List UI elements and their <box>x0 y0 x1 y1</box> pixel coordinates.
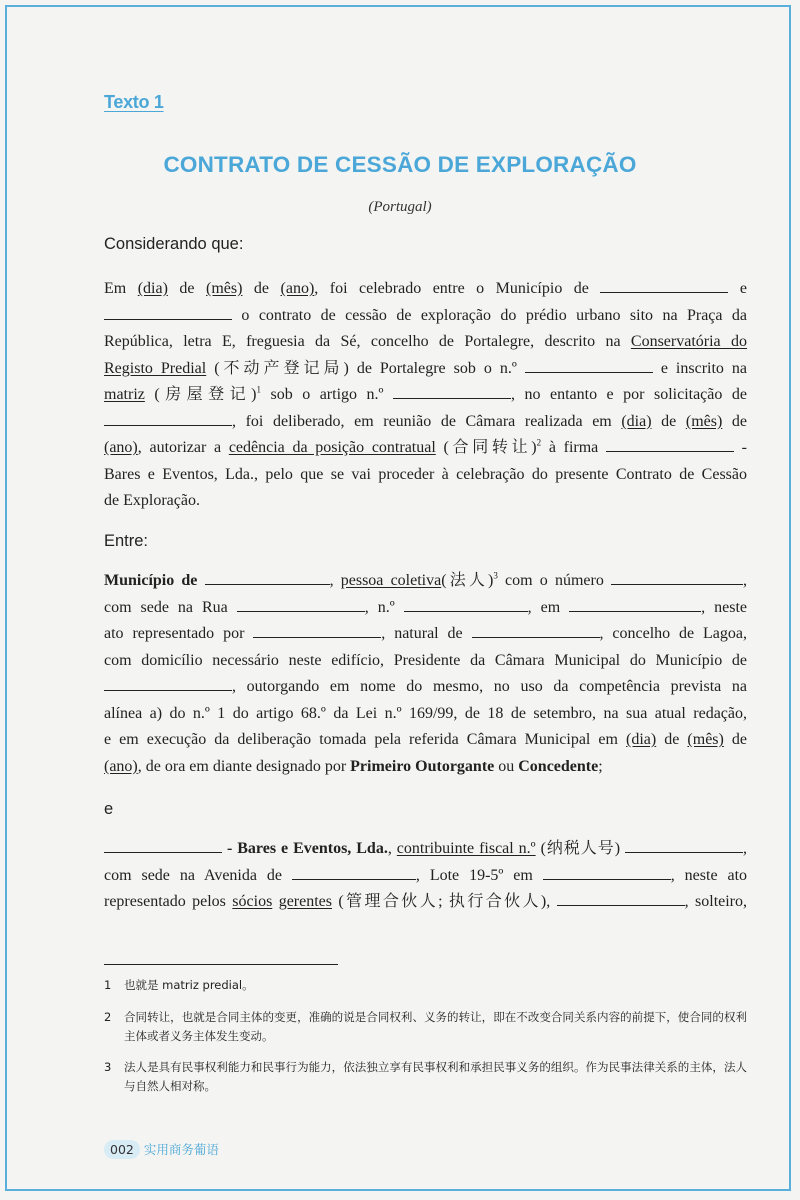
text-line: de Exploração. <box>104 492 200 509</box>
text-line: Em (dia) de (mês) de (ano), foi celebrado entre o Município de e <box>104 280 747 297</box>
text-line: - Bares e Eventos, Lda., contribuinte fiscal n.º (纳税人号) , <box>104 836 747 863</box>
text-line: representado pelos sócios gerentes (管理合伙人; 执行合伙人), , solteiro, <box>104 893 748 910</box>
footnote-rule <box>104 964 338 965</box>
heading-considerando: Considerando que: <box>104 235 244 253</box>
footnote-1: 1 也就是 matriz predial。 <box>104 978 254 992</box>
heading-entre: Entre: <box>104 532 149 550</box>
fill-blank <box>104 676 232 691</box>
text-line: , foi deliberado, em reunião de Câmara realizada em (dia) de (mês) de <box>104 409 747 436</box>
heading-e: e <box>104 800 114 818</box>
paragraph-segundo-outorgante <box>104 836 747 916</box>
text-line: , outorgando em nome do mesmo, no uso da competência prevista na <box>104 674 747 701</box>
text-line: com domicílio necessário neste edifício, Presidente da Câmara Municipal do Município de <box>104 651 747 669</box>
fill-blank <box>237 597 365 612</box>
paragraph-considerando <box>104 276 747 515</box>
fill-blank <box>600 278 728 293</box>
book-title: 实用商务葡语 <box>143 1142 219 1157</box>
footnote-3: 3 法人是具有民事权利能力和民事行为能力，依法独立享有民事权利和承担民事义务的组织。作为民事法律关系的主体，法人与自然人相对称。 <box>104 1060 747 1093</box>
page-footer <box>104 1140 219 1159</box>
text-line: Registo Predial (不动产登记局) de Portalegre sob o n.º e inscrito na <box>104 359 748 377</box>
text-line: e em execução da deliberação tomada pela referida Câmara Municipal em (dia) de (mês) de <box>104 731 748 748</box>
fill-blank <box>625 838 743 853</box>
fill-blank <box>557 891 685 906</box>
text-line: o contrato de cessão de exploração do prédio urbano sito na Praça da <box>104 303 747 330</box>
text-line: com sede na Avenida de , Lote 19-5º em , neste ato <box>104 866 748 884</box>
paragraph-primeiro-outorgante <box>104 568 747 780</box>
fill-blank <box>205 570 330 585</box>
text-line: Município de , pessoa coletiva(法人)$^3$ com o número , <box>104 570 747 589</box>
text-line: com sede na Rua , n.º , em , neste <box>104 598 748 616</box>
fill-blank <box>393 384 511 399</box>
fill-blank <box>253 623 381 638</box>
document-subtitle: (Portugal) <box>368 199 432 215</box>
fill-blank <box>525 358 653 373</box>
fill-blank <box>606 437 734 452</box>
text-line: Bares e Eventos, Lda., pelo que se vai proceder à celebração do presente Contrato de Cessão <box>104 465 747 483</box>
text-line: matriz (房屋登记)$^1$ sob o artigo n.º , no entanto e por solicitação de <box>104 384 747 403</box>
fill-blank <box>404 597 528 612</box>
fill-blank <box>569 597 701 612</box>
fill-blank <box>472 623 600 638</box>
page-number: 002 <box>104 1140 140 1159</box>
text-line: (ano), autorizar a cedência da posição contratual (合同转让)$^2$ à firma - <box>104 437 748 456</box>
fill-blank <box>104 305 232 320</box>
fill-blank <box>104 411 232 426</box>
text-line: alínea a) do n.º 1 do artigo 68.º da Lei n.º 169/99, de 18 de setembro, na sua atual redação, <box>104 704 747 722</box>
text-line: República, letra E, freguesia da Sé, concelho de Portalegre, descrito na Conservatória do <box>104 333 747 350</box>
footnote-2: 2 合同转让，也就是合同主体的变更，准确的说是合同权利、义务的转让，即在不改变合同关系内容的前提下，使合同的权利主体或者义务主体发生变动。 <box>104 1010 747 1043</box>
document-title: CONTRATO DE CESSÃO DE EXPLORAÇÃO <box>163 152 637 177</box>
text-line: ato representado por , natural de , concelho de Lagoa, <box>104 625 748 642</box>
fill-blank <box>104 838 222 853</box>
fill-blank <box>543 865 671 880</box>
fill-blank <box>292 865 416 880</box>
text-label: Texto 1 <box>104 92 164 112</box>
text-line: (ano), de ora em diante designado por Primeiro Outorgante ou Concedente; <box>104 757 603 775</box>
fill-blank <box>611 570 743 585</box>
